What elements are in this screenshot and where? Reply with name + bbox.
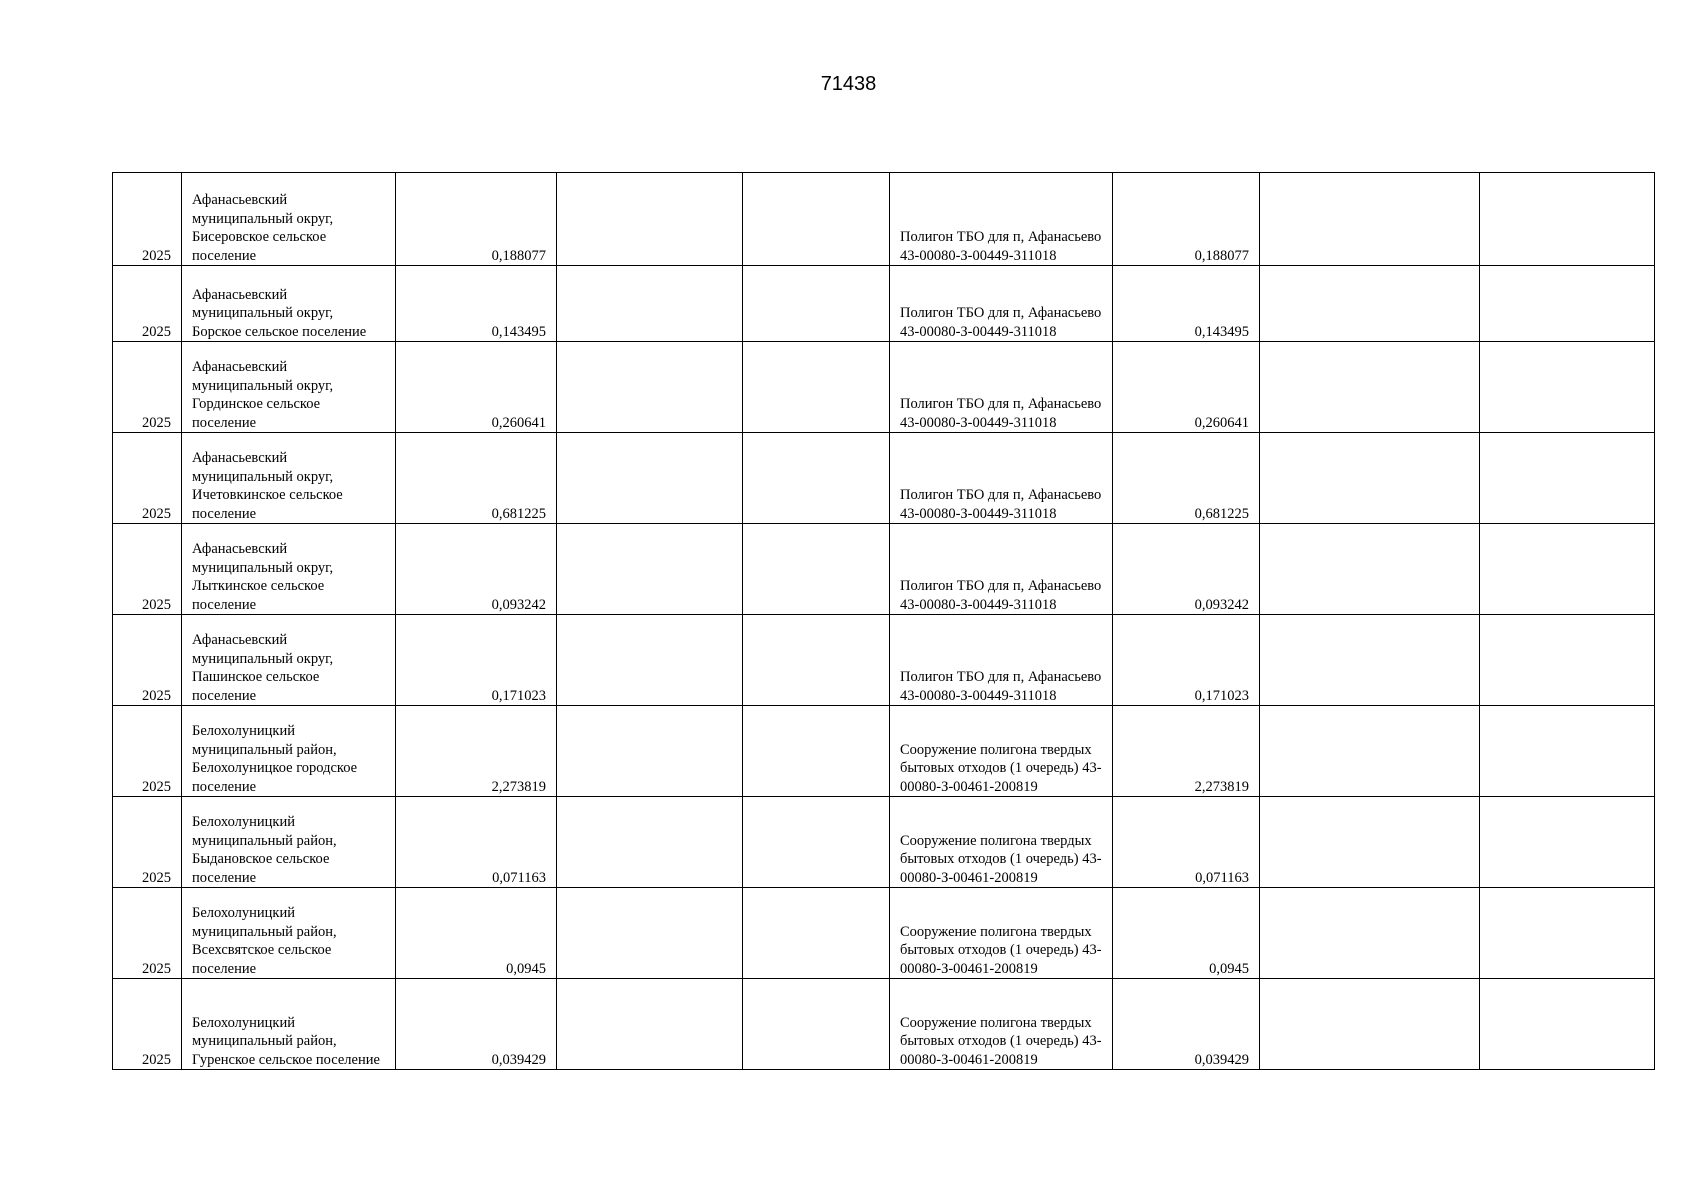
empty-cell-5	[743, 342, 890, 433]
facility-text: Сооружение полигона твердых бытовых отходов (1 очередь) 43-00080-З-00461-200819	[900, 1014, 1102, 1068]
municipality-text: Афанасьевский муниципальный округ, Ичетовкинское сельское поселение	[192, 450, 343, 522]
volume-cell	[396, 524, 557, 615]
municipality-cell	[182, 524, 396, 615]
facility-volume-text: 0,0945	[1209, 960, 1249, 977]
empty-cell-4	[557, 979, 743, 1070]
volume-text: 0,093242	[491, 596, 546, 613]
municipality-text: Афанасьевский муниципальный округ, Бисеровское сельское поселение	[192, 192, 334, 264]
empty-cell-4	[557, 797, 743, 888]
empty-cell-8	[1260, 615, 1480, 706]
empty-cell-5	[743, 524, 890, 615]
table-row	[113, 173, 1655, 266]
municipality-cell	[182, 266, 396, 342]
facility-volume-text: 0,260641	[1194, 414, 1249, 431]
year-text: 2025	[142, 1051, 171, 1068]
facility-cell	[890, 433, 1113, 524]
volume-cell	[396, 888, 557, 979]
facility-volume-cell	[1113, 797, 1260, 888]
municipality-cell	[182, 173, 396, 266]
table-row	[113, 266, 1655, 342]
year-text: 2025	[142, 778, 171, 795]
year-cell	[113, 433, 182, 524]
facility-volume-cell	[1113, 524, 1260, 615]
facility-volume-text: 0,039429	[1194, 1051, 1249, 1068]
facility-cell	[890, 888, 1113, 979]
year-cell	[113, 173, 182, 266]
municipality-text: Белохолуницкий муниципальный район, Всехсвятское сельское поселение	[192, 905, 337, 977]
facility-volume-cell	[1113, 342, 1260, 433]
empty-cell-9	[1480, 888, 1655, 979]
empty-cell-9	[1480, 979, 1655, 1070]
year-cell	[113, 342, 182, 433]
table-row	[113, 797, 1655, 888]
year-cell	[113, 524, 182, 615]
empty-cell-5	[743, 797, 890, 888]
volume-text: 0,260641	[491, 414, 546, 431]
empty-cell-5	[743, 979, 890, 1070]
facility-text: Полигон ТБО для п, Афанасьево 43-00080-З-00449-311018	[900, 396, 1102, 431]
empty-cell-4	[557, 342, 743, 433]
empty-cell-4	[557, 433, 743, 524]
municipality-text: Белохолуницкий муниципальный район, Гуренское сельское поселение	[192, 1014, 380, 1068]
volume-cell	[396, 342, 557, 433]
table-row	[113, 888, 1655, 979]
facility-text: Полигон ТБО для п, Афанасьево 43-00080-З-00449-311018	[900, 305, 1102, 340]
empty-cell-9	[1480, 524, 1655, 615]
empty-cell-5	[743, 706, 890, 797]
municipality-cell	[182, 342, 396, 433]
empty-cell-5	[743, 173, 890, 266]
empty-cell-8	[1260, 797, 1480, 888]
year-text: 2025	[142, 247, 171, 264]
volume-text: 0,171023	[491, 687, 546, 704]
year-cell	[113, 979, 182, 1070]
facility-text: Сооружение полигона твердых бытовых отходов (1 очередь) 43-00080-З-00461-200819	[900, 923, 1102, 977]
facility-volume-cell	[1113, 615, 1260, 706]
table-row	[113, 706, 1655, 797]
empty-cell-5	[743, 433, 890, 524]
volume-text: 0,143495	[491, 323, 546, 340]
facility-volume-cell	[1113, 706, 1260, 797]
empty-cell-5	[743, 888, 890, 979]
volume-cell	[396, 433, 557, 524]
empty-cell-5	[743, 266, 890, 342]
volume-cell	[396, 797, 557, 888]
year-text: 2025	[142, 323, 171, 340]
facility-text: Полигон ТБО для п, Афанасьево 43-00080-З-00449-311018	[900, 578, 1102, 613]
empty-cell-8	[1260, 706, 1480, 797]
empty-cell-8	[1260, 524, 1480, 615]
empty-cell-9	[1480, 173, 1655, 266]
empty-cell-9	[1480, 797, 1655, 888]
empty-cell-5	[743, 615, 890, 706]
empty-cell-8	[1260, 979, 1480, 1070]
volume-text: 0,188077	[491, 247, 546, 264]
facility-volume-text: 2,273819	[1194, 778, 1249, 795]
facility-volume-cell	[1113, 433, 1260, 524]
empty-cell-8	[1260, 266, 1480, 342]
facility-cell	[890, 173, 1113, 266]
empty-cell-8	[1260, 342, 1480, 433]
year-cell	[113, 615, 182, 706]
year-cell	[113, 706, 182, 797]
registry-table	[112, 172, 1655, 1070]
facility-cell	[890, 266, 1113, 342]
empty-cell-4	[557, 888, 743, 979]
volume-cell	[396, 615, 557, 706]
table-row	[113, 524, 1655, 615]
facility-cell	[890, 342, 1113, 433]
facility-volume-text: 0,071163	[1195, 869, 1249, 886]
facility-cell	[890, 797, 1113, 888]
facility-volume-cell	[1113, 888, 1260, 979]
facility-volume-text: 0,171023	[1194, 687, 1249, 704]
empty-cell-9	[1480, 342, 1655, 433]
empty-cell-4	[557, 615, 743, 706]
volume-text: 2,273819	[491, 778, 546, 795]
table-row	[113, 979, 1655, 1070]
year-text: 2025	[142, 414, 171, 431]
year-text: 2025	[142, 596, 171, 613]
municipality-cell	[182, 797, 396, 888]
municipality-cell	[182, 979, 396, 1070]
year-cell	[113, 266, 182, 342]
table-row	[113, 342, 1655, 433]
municipality-text: Афанасьевский муниципальный округ, Борское сельское поселение	[192, 286, 367, 340]
empty-cell-4	[557, 706, 743, 797]
empty-cell-4	[557, 524, 743, 615]
table-row	[113, 615, 1655, 706]
facility-cell	[890, 615, 1113, 706]
table-body	[113, 173, 1655, 1070]
facility-text: Сооружение полигона твердых бытовых отходов (1 очередь) 43-00080-З-00461-200819	[900, 741, 1102, 795]
municipality-cell	[182, 888, 396, 979]
empty-cell-9	[1480, 433, 1655, 524]
facility-cell	[890, 979, 1113, 1070]
volume-cell	[396, 979, 557, 1070]
facility-volume-text: 0,681225	[1194, 505, 1249, 522]
empty-cell-8	[1260, 173, 1480, 266]
table-row	[113, 433, 1655, 524]
facility-volume-text: 0,093242	[1194, 596, 1249, 613]
facility-volume-text: 0,143495	[1194, 323, 1249, 340]
municipality-text: Афанасьевский муниципальный округ, Гординское сельское поселение	[192, 359, 334, 431]
facility-text: Полигон ТБО для п, Афанасьево 43-00080-З-00449-311018	[900, 487, 1102, 522]
facility-volume-cell	[1113, 266, 1260, 342]
volume-cell	[396, 706, 557, 797]
volume-text: 0,681225	[491, 505, 546, 522]
volume-text: 0,071163	[492, 869, 546, 886]
municipality-cell	[182, 706, 396, 797]
empty-cell-9	[1480, 266, 1655, 342]
empty-cell-8	[1260, 888, 1480, 979]
municipality-text: Белохолуницкий муниципальный район, Быдановское сельское поселение	[192, 814, 337, 886]
empty-cell-4	[557, 266, 743, 342]
volume-text: 0,0945	[506, 960, 546, 977]
volume-cell	[396, 173, 557, 266]
facility-text: Сооружение полигона твердых бытовых отходов (1 очередь) 43-00080-З-00461-200819	[900, 832, 1102, 886]
year-text: 2025	[142, 869, 171, 886]
municipality-cell	[182, 433, 396, 524]
year-cell	[113, 888, 182, 979]
facility-volume-cell	[1113, 979, 1260, 1070]
municipality-text: Афанасьевский муниципальный округ, Пашинское сельское поселение	[192, 632, 334, 704]
year-cell	[113, 797, 182, 888]
year-text: 2025	[142, 687, 171, 704]
empty-cell-9	[1480, 706, 1655, 797]
year-text: 2025	[142, 960, 171, 977]
facility-text: Полигон ТБО для п, Афанасьево 43-00080-З-00449-311018	[900, 669, 1102, 704]
empty-cell-4	[557, 173, 743, 266]
page-number: 71438	[820, 73, 877, 95]
volume-text: 0,039429	[491, 1051, 546, 1068]
municipality-cell	[182, 615, 396, 706]
municipality-text: Белохолуницкий муниципальный район, Белохолуницкое городское поселение	[192, 723, 358, 795]
facility-cell	[890, 524, 1113, 615]
volume-cell	[396, 266, 557, 342]
facility-volume-text: 0,188077	[1194, 247, 1249, 264]
facility-volume-cell	[1113, 173, 1260, 266]
empty-cell-9	[1480, 615, 1655, 706]
facility-cell	[890, 706, 1113, 797]
facility-text: Полигон ТБО для п, Афанасьево 43-00080-З-00449-311018	[900, 229, 1102, 264]
empty-cell-8	[1260, 433, 1480, 524]
municipality-text: Афанасьевский муниципальный округ, Лыткинское сельское поселение	[192, 541, 334, 613]
year-text: 2025	[142, 505, 171, 522]
